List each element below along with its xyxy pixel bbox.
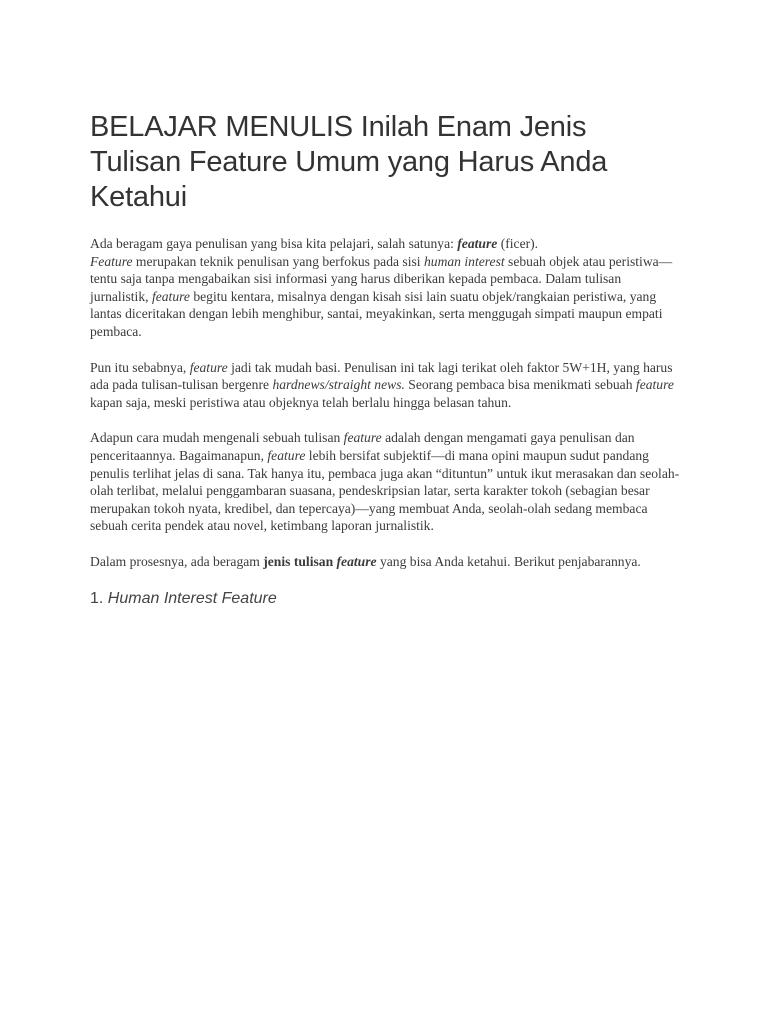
term-feature: feature	[189, 359, 228, 375]
text: Adapun cara mudah mengenali sebuah tulisan	[90, 430, 344, 446]
term-feature: feature	[457, 236, 498, 251]
section-number: 1.	[90, 589, 108, 607]
text: merupakan teknik penulisan yang berfokus pada sisi	[132, 253, 424, 269]
term-jenis-tulisan: jenis tulisan	[263, 553, 337, 569]
paragraph-basi	[90, 359, 682, 412]
text: yang bisa Anda ketahui. Berikut penjabarannya.	[376, 553, 641, 569]
text: Dalam prosesnya, ada beragam	[90, 553, 264, 569]
term-human-interest: human interest	[423, 253, 505, 269]
text: (ficer).	[497, 236, 539, 251]
article-title: BELAJAR MENULIS Inilah Enam Jenis Tulisan Feature Umum yang Harus Anda Ketahui	[90, 111, 608, 213]
paragraph-intro	[90, 235, 682, 341]
term-feature: feature	[151, 288, 190, 304]
text: begitu kentara, misalnya dengan kisah sisi lain suatu objek/rangkaian peristiwa, yang lantas diceritakan dengan lebih menghibur, santai, meyakinkan, serta menggugah simpati maupun empati pembaca.	[90, 288, 663, 339]
section-title: Human Interest Feature	[107, 589, 277, 607]
section-heading-human-interest	[90, 589, 682, 609]
text: kapan saja, meski peristiwa atau objeknya telah berlalu hingga belasan tahun.	[90, 394, 512, 410]
term-feature: feature	[635, 377, 674, 393]
text: Ada beragam gaya penulisan yang bisa kita pelajari, salah satunya:	[90, 236, 458, 251]
text: sebuah objek atau peristiwa—tentu saja tanpa mengabaikan sisi informasi yang harus diberikan kepada pembaca. Dalam tulisan jurnalistik,	[90, 253, 673, 304]
term-feature: Feature	[90, 253, 133, 269]
text: jadi tak mudah basi. Penulisan ini tak lagi terikat oleh faktor 5W+1H, yang harus ada pada tulisan-tulisan bergenre	[90, 359, 673, 393]
text: Pun itu sebabnya,	[90, 359, 190, 375]
term-hardnews: hardnews/straight news.	[272, 377, 405, 393]
text: adalah dengan mengamati gaya penulisan dan penceritaannya. Bagaimanapun,	[90, 430, 635, 463]
article-body	[90, 110, 682, 609]
term-feature: feature	[343, 430, 382, 446]
term-feature: feature	[267, 447, 306, 463]
paragraph-mengenali	[90, 429, 682, 535]
term-feature: feature	[336, 553, 377, 569]
text: Seorang pembaca bisa menikmati sebuah	[404, 377, 636, 393]
text: lebih bersifat subjektif—di mana opini maupun sudut pandang penulis terlihat jelas di sana. Tak hanya itu, pembaca juga akan “dituntun” untuk ikut merasakan dan seolah-olah terlibat, melalui penggambaran suasana, pendeskripsian latar, serta karakter tokoh (sebagian besar merupakan tokoh nyata, kredibel, dan tepercaya)—yang membuat Anda, seolah-olah sedang membaca sebuah cerita pendek atau novel, ketimbang laporan jurnalistik.	[90, 447, 680, 534]
paragraph-prosesnya	[90, 553, 682, 571]
